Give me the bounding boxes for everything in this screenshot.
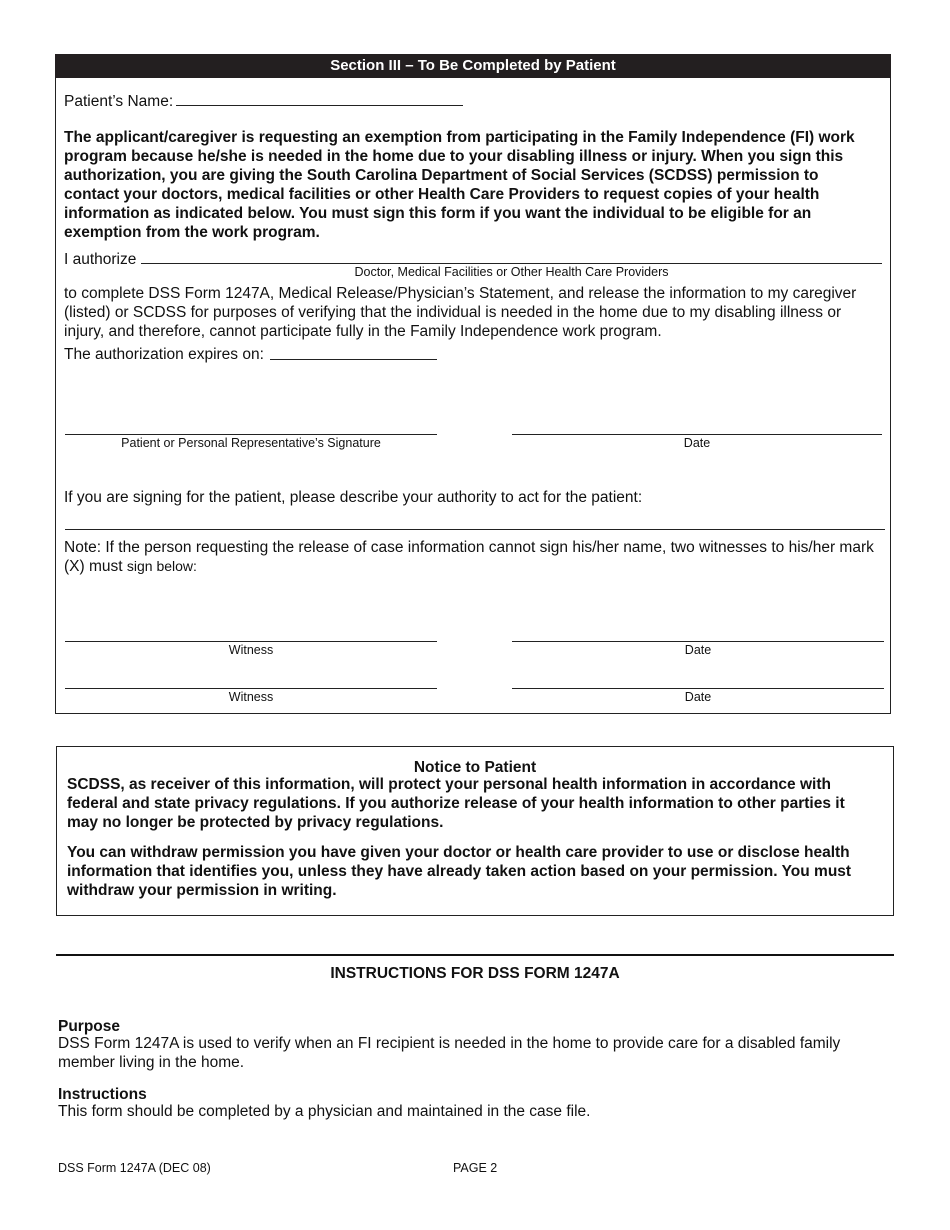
instructions-title: INSTRUCTIONS FOR DSS FORM 1247A (330, 965, 620, 982)
patient-name-label: Patient’s Name: (64, 93, 174, 110)
notice-title: Notice to Patient (413, 759, 537, 776)
witness-2-caption: Witness (228, 690, 274, 704)
notice-paragraph-1: SCDSS, as receiver of this information, will protect your personal health information in accordance with federal and state privacy regulations. If you authorize release of your health information to other parties it may no longer be protected by privacy regulations. (67, 776, 845, 831)
notice-paragraph-2: You can withdraw permission you have given your doctor or health care provider to use or disclose health information that identifies you, unless they have already taken action based on your permission. You must withdraw your permission in writing. (67, 844, 852, 899)
witness-1-field[interactable] (65, 641, 437, 642)
witness-1-date-caption: Date (684, 643, 712, 657)
purpose-heading: Purpose (58, 1018, 121, 1035)
patient-name-field[interactable] (176, 105, 463, 106)
section-header: Section III – To Be Completed by Patient (55, 54, 891, 78)
witness-2-date-caption: Date (684, 690, 712, 704)
expires-label: The authorization expires on: (64, 346, 264, 363)
instructions-text: This form should be completed by a physician and maintained in the case file. (58, 1103, 591, 1120)
authority-field[interactable] (65, 529, 885, 530)
authority-label: If you are signing for the patient, please describe your authority to act for the patient: (64, 489, 643, 506)
signature-field[interactable] (65, 434, 437, 435)
authorize-paragraph: to complete DSS Form 1247A, Medical Release/Physician’s Statement, and release the information to my caregiver (listed) or SCDSS for purposes of verifying that the individual is needed in the home due to my disabling illness or injury, and therefore, cannot participate fully in the Family Independence work program. (64, 285, 857, 340)
intro-paragraph: The applicant/caregiver is requesting an exemption from participating in the Family Independence (FI) work program because he/she is needed in the home due to your disabling illness or injury. When you sign this authorization, you are giving the South Carolina Department of Social Services (SCDSS) permission to contact your doctors, medical facilities or other Health Care Providers to request copies of your health information as indicated below. You must sign this form if you want the individual to be eligible for an exemption from the work program. (64, 129, 855, 241)
signature-date-field[interactable] (512, 434, 882, 435)
witness-1-caption: Witness (228, 643, 274, 657)
note-text-main: Note: If the person requesting the release of case information cannot sign his/her name, two witnesses to his/her mark (X) must (64, 539, 874, 575)
witness-2-date-field[interactable] (512, 688, 884, 689)
instructions-rule (56, 954, 894, 956)
witness-1-date-field[interactable] (512, 641, 884, 642)
signature-date-caption: Date (683, 436, 711, 450)
purpose-text: DSS Form 1247A is used to verify when an FI recipient is needed in the home to provide care for a disabled family member living in the home. (58, 1035, 841, 1071)
witness-2-field[interactable] (65, 688, 437, 689)
provider-field[interactable] (141, 263, 882, 264)
footer-form-id: DSS Form 1247A (DEC 08) (58, 1161, 211, 1175)
note-text-small: sign below: (126, 558, 197, 574)
signature-caption: Patient or Personal Representative’s Signature (121, 436, 381, 450)
footer-page-number: PAGE 2 (453, 1161, 498, 1175)
provider-caption: Doctor, Medical Facilities or Other Health Care Providers (354, 265, 669, 279)
authorize-label: I authorize (64, 251, 137, 268)
note-paragraph (64, 538, 876, 576)
instructions-heading: Instructions (58, 1086, 147, 1103)
expires-field[interactable] (270, 359, 437, 360)
